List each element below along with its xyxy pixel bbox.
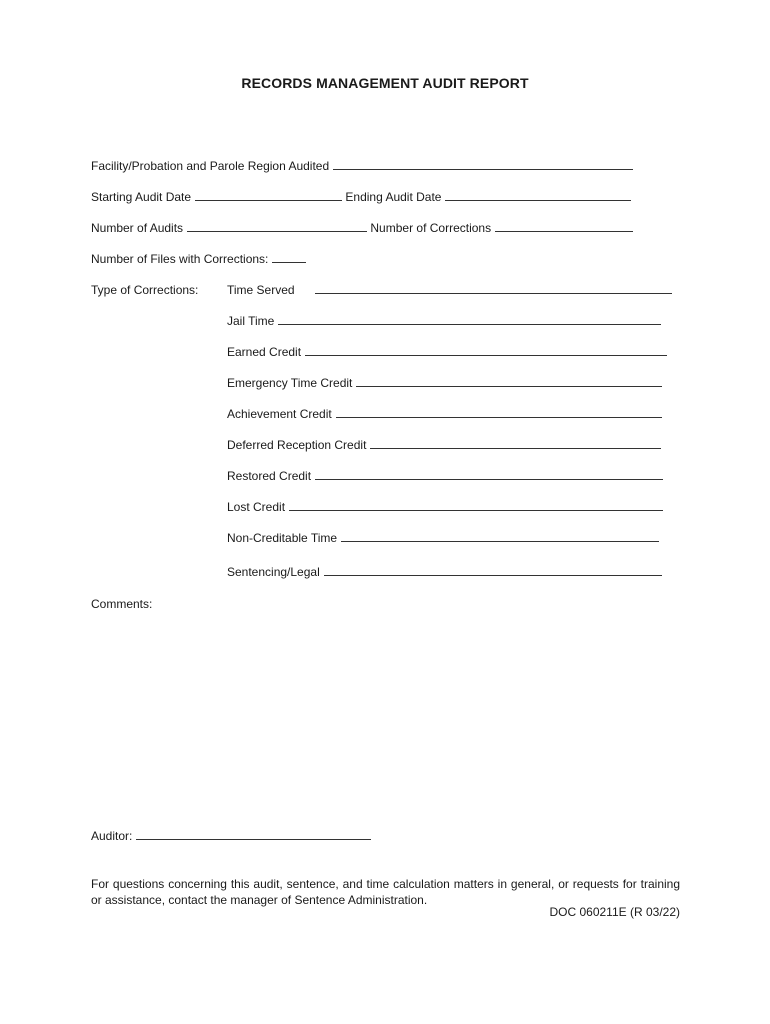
- correction-label: Jail Time: [227, 314, 275, 328]
- num-audits-label: Number of Audits: [91, 221, 184, 235]
- facility-row: [91, 158, 633, 174]
- files-corrections-field[interactable]: [272, 251, 306, 263]
- start-date-label: Starting Audit Date: [91, 190, 192, 204]
- audit-dates-row: [91, 189, 631, 205]
- num-corrections-field[interactable]: [495, 220, 633, 232]
- deferred-reception-credit-field[interactable]: [370, 437, 661, 449]
- non-creditable-time-field[interactable]: [341, 530, 659, 542]
- correction-row-deferred-reception-credit: [227, 437, 661, 453]
- files-corrections-row: [91, 251, 306, 267]
- correction-label: Time Served: [227, 283, 295, 297]
- earned-credit-field[interactable]: [305, 344, 667, 356]
- correction-row-restored-credit: [227, 468, 663, 484]
- time-served-field[interactable]: [315, 282, 672, 294]
- correction-row-emergency-time-credit: [227, 375, 662, 391]
- files-corrections-label: Number of Files with Corrections:: [91, 252, 269, 266]
- num-audits-field[interactable]: [187, 220, 367, 232]
- correction-row-sentencing-legal: [227, 564, 662, 580]
- correction-label: Lost Credit: [227, 500, 286, 514]
- auditor-row: [91, 828, 371, 844]
- correction-row-time-served: [227, 282, 672, 298]
- correction-row-lost-credit: [227, 499, 663, 515]
- end-date-label: Ending Audit Date: [345, 190, 442, 204]
- correction-label: Non-Creditable Time: [227, 531, 338, 545]
- correction-label: Restored Credit: [227, 469, 312, 483]
- comments-area[interactable]: [91, 616, 680, 816]
- correction-row-non-creditable-time: [227, 530, 659, 546]
- restored-credit-field[interactable]: [315, 468, 663, 480]
- num-corrections-label: Number of Corrections: [370, 221, 492, 235]
- achievement-credit-field[interactable]: [336, 406, 662, 418]
- auditor-label: Auditor:: [91, 829, 133, 843]
- auditor-field[interactable]: [136, 828, 371, 840]
- emergency-time-credit-field[interactable]: [356, 375, 662, 387]
- facility-field[interactable]: [333, 158, 633, 170]
- document-code: DOC 060211E (R 03/22): [549, 905, 680, 919]
- correction-label: Emergency Time Credit: [227, 376, 353, 390]
- jail-time-field[interactable]: [278, 313, 661, 325]
- footer-note: For questions concerning this audit, sentence, and time calculation matters in general, or requests for training or assistance, contact the manager of Sentence Administration.: [91, 877, 680, 907]
- comments-label: Comments:: [91, 597, 153, 611]
- correction-row-achievement-credit: [227, 406, 662, 422]
- correction-label: Achievement Credit: [227, 407, 332, 421]
- end-date-field[interactable]: [445, 189, 631, 201]
- sentencing-legal-field[interactable]: [324, 564, 662, 576]
- lost-credit-field[interactable]: [289, 499, 663, 511]
- correction-label: Sentencing/Legal: [227, 565, 320, 579]
- correction-row-earned-credit: [227, 344, 667, 360]
- correction-label: Earned Credit: [227, 345, 302, 359]
- type-of-corrections-label: Type of Corrections:: [91, 283, 199, 297]
- facility-label: Facility/Probation and Parole Region Audited: [91, 159, 330, 173]
- correction-row-jail-time: [227, 313, 661, 329]
- correction-label: Deferred Reception Credit: [227, 438, 367, 452]
- audit-counts-row: [91, 220, 633, 236]
- form-title: RECORDS MANAGEMENT AUDIT REPORT: [241, 75, 529, 91]
- start-date-field[interactable]: [195, 189, 342, 201]
